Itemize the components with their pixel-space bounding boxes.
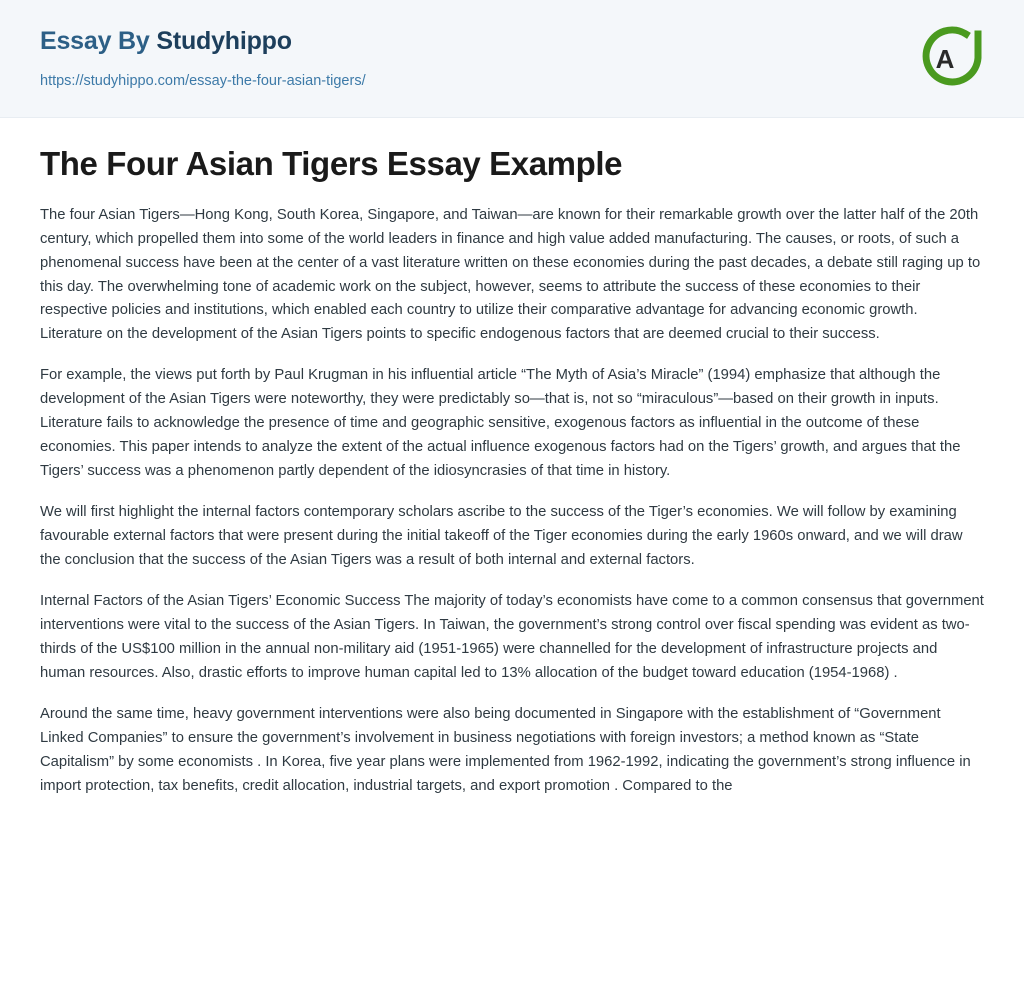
studyhippo-logo-icon [910,20,986,96]
site-brand [40,26,984,56]
article-paragraph: The four Asian Tigers—Hong Kong, South Korea, Singapore, and Taiwan—are known for their remarkable growth over the latter half of the 20th century, which propelled them into some of the world leaders in finance and high value added manufacturing. The causes, or roots, of such a phenomenal success have been at the center of a vast literature written on these economies during the past decades, a debate still raging up to this day. The overwhelming tone of academic work on the subject, however, seems to attribute the success of these economies to their respective policies and institutions, which enabled each country to utilize their comparative advantage for advancing economic growth. Literature on the development of the Asian Tigers points to specific endogenous factors that are deemed crucial to their success. [40,206,981,343]
article-paragraph: Around the same time, heavy government interventions were also being documented in Singapore with the establishment of “Government Linked Companies” to ensure the government’s involvement in business negotiations with foreign investors; a method known as “State Capitalism” by some economists . In Korea, five year plans were implemented from 1962-1992, indicating the government’s strong influence in import protection, tax benefits, credit allocation, industrial targets, and export promotion . Compared to the [40,706,971,794]
svg-text:A: A [935,44,955,74]
site-header [0,0,1024,118]
article-url-link[interactable]: https://studyhippo.com/essay-the-four-asian-tigers/ [40,73,366,89]
page-title: The Four Asian Tigers Essay Example [40,145,623,182]
article-paragraph: We will first highlight the internal factors contemporary scholars ascribe to the success of the Tiger’s economies. We will follow by examining favourable external factors that were present during the initial takeoff of the Tiger economies during the early 1960s onward, and we will draw the conclusion that the success of the Asian Tigers was a result of both internal and external factors. [40,504,963,569]
site-brand-name: Studyhippo [156,27,292,55]
site-brand-prefix: Essay By [40,27,157,55]
article-paragraph: For example, the views put forth by Paul Krugman in his influential article “The Myth of Asia’s Miracle” (1994) emphasize that although the development of the Asian Tigers were noteworthy, they were predictably so—that is, not so “miraculous”—based on their growth in inputs. Literature fails to acknowledge the presence of time and geographic sensitive, exogenous factors as influential in the outcome of these economies. This paper intends to analyze the extent of the actual influence exogenous factors had on the Tigers’ growth, and argues that the Tigers’ success was a phenomenon partly dependent of the idiosyncrasies of that time in history. [40,367,961,480]
article-body [0,118,1024,799]
article-paragraph: Internal Factors of the Asian Tigers’ Economic Success The majority of today’s economists have come to a common consensus that government interventions were vital to the success of the Asian Tigers. In Taiwan, the government’s strong control over fiscal spending was evident as two-thirds of the US$100 million in the annual non-military aid (1951-1965) were channelled for the development of infrastructure projects and human resources. Also, drastic efforts to improve human capital led to 13% allocation of the budget toward education (1954-1968) . [40,593,984,682]
